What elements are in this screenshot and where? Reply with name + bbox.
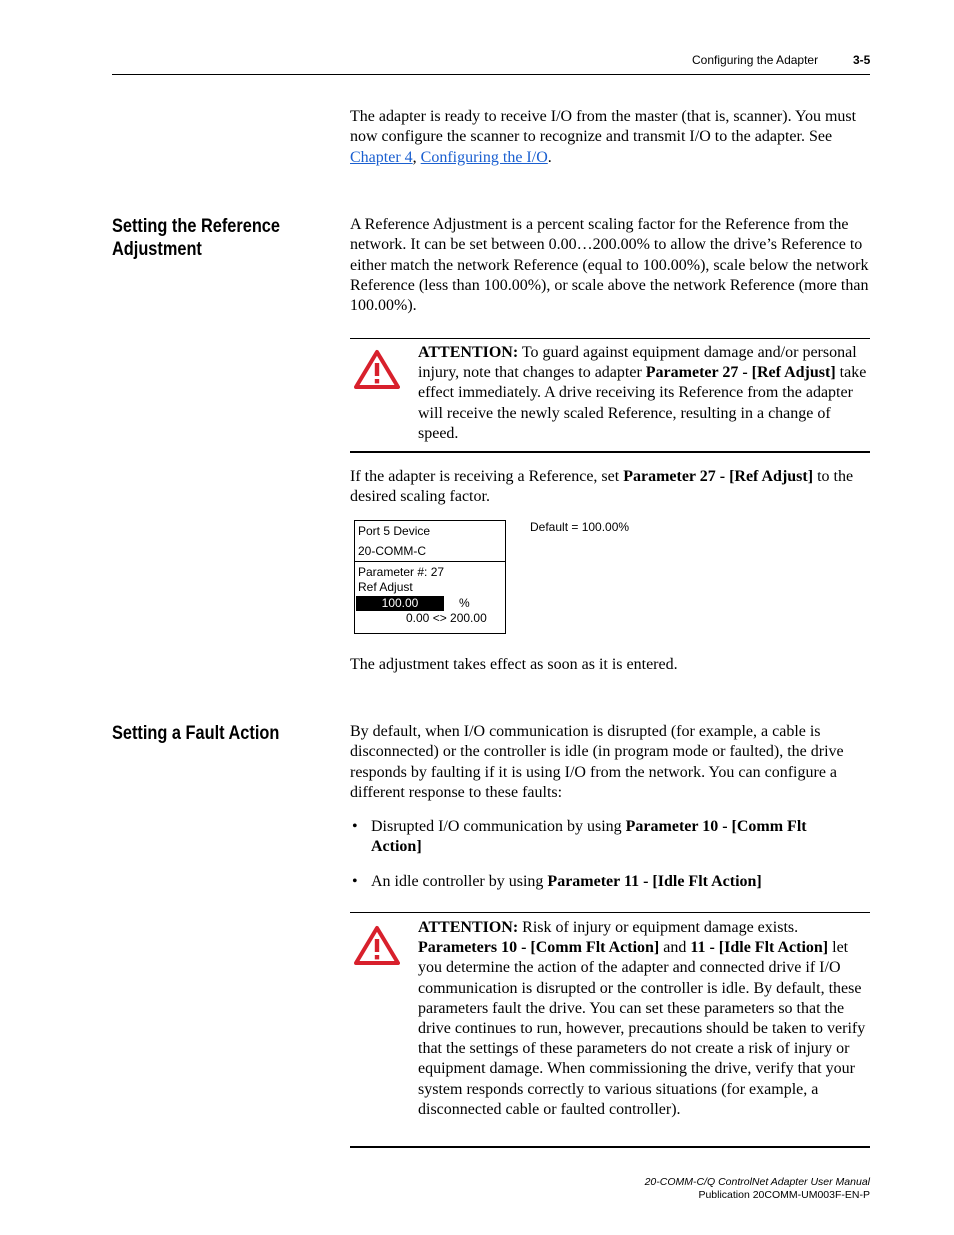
fault-bullet-list	[350, 817, 872, 892]
configuring-io-link[interactable]: Configuring the I/O	[420, 148, 548, 166]
attention-text-part: Risk of injury or equipment damage exists.	[518, 919, 799, 936]
section-heading-reference-adjustment: Setting the Reference Adjustment	[112, 216, 280, 260]
fault-paragraph: By default, when I/O communication is disrupted (for example, a cable is disconnected) or the controller is idle (in program mode or faulted), the drive responds by faulting if it is using I/O from the network. You can configure a different response to these faults:	[350, 723, 844, 801]
intro-paragraph	[350, 107, 872, 168]
lcd-device-line: 20-COMM-C	[358, 544, 426, 558]
lcd-parameter-name: Ref Adjust	[358, 580, 413, 594]
attention-label: ATTENTION:	[418, 344, 519, 361]
lcd-unit: %	[459, 596, 470, 610]
lcd-value-field[interactable]: 100.00	[356, 596, 444, 611]
chapter-4-link[interactable]: Chapter 4	[350, 148, 413, 166]
intro-text: The adapter is ready to receive I/O from the master (that is, scanner). You must now configure the scanner to recognize and transmit I/O to the adapter. See	[350, 108, 857, 146]
attention-text-part: let you determine the action of the adapter and connected drive if I/O communication is disrupted or the controller is idle. By default, these parameters fault the drive. You can set these parameters so that the drive continues to run, however, precautions should be taken to verify that the settings of these parameters do not create a risk of injury or equipment damage. When commissioning the drive, verify that your system responds correctly to various situations (for example, a disconnected cable or faulted controller).	[418, 939, 866, 1118]
bullet-param: Parameter 11 - [Idle Flt Action]	[547, 872, 762, 890]
lcd-range: 0.00 <> 200.00	[406, 611, 487, 625]
lcd-divider	[355, 561, 505, 562]
attention-text-part: take effect immediately. A drive receiving its Reference from the adapter will receive the newly scaled Reference, resulting in a change of speed.	[418, 364, 867, 442]
default-value-note: Default = 100.00%	[530, 520, 630, 534]
set-text: to the desired scaling factor.	[350, 468, 854, 506]
bullet-param: Parameter 10 - [Comm Flt Action]	[371, 818, 807, 856]
list-item	[350, 817, 841, 858]
set-text: If the adapter is receiving a Reference, set	[350, 468, 624, 485]
set-param: Parameter 27 - [Ref Adjust]	[623, 468, 814, 485]
attention-param-comm: Parameters 10 - [Comm Flt Action]	[418, 939, 660, 957]
attention-text-reference	[418, 343, 870, 444]
attention-text-part: To guard against equipment damage and/or personal injury, note that changes to adapter	[418, 344, 857, 382]
footer-manual-title	[645, 1176, 870, 1188]
hmi-lcd-screen	[354, 520, 506, 634]
attention-text-part: and	[659, 939, 691, 957]
section-heading-fault-action: Setting a Fault Action	[112, 723, 280, 744]
attention-param-ref: Parameter 27 - [Ref Adjust]	[645, 364, 836, 382]
lcd-parameter-number: Parameter #: 27	[358, 565, 445, 579]
warning-triangle-icon	[354, 349, 400, 389]
warning-triangle-icon	[354, 925, 400, 965]
attention-label: ATTENTION:	[418, 919, 519, 936]
page-number: 3-5	[853, 53, 871, 67]
footer-publication: Publication 20COMM-UM003F-EN-P	[698, 1189, 870, 1201]
list-item	[350, 872, 872, 892]
running-header-title: Configuring the Adapter	[692, 53, 819, 67]
intro-separator: ,	[412, 148, 421, 166]
adjustment-effect-paragraph: The adjustment takes effect as soon as it is entered.	[350, 656, 678, 673]
attention-param-idle: 11 - [Idle Flt Action]	[690, 939, 829, 957]
set-reference-paragraph	[350, 467, 872, 508]
intro-period: .	[547, 148, 552, 166]
lcd-port-line: Port 5 Device	[358, 524, 431, 538]
bullet-text: An idle controller by using	[371, 872, 548, 890]
header-rule	[112, 74, 870, 75]
attention-text-fault	[418, 918, 870, 1120]
reference-paragraph: A Reference Adjustment is a percent scaling factor for the Reference from the network. It can be set between 0.00…200.00% to allow the drive’s Reference to either match the network Reference (equal to 100.00%), scale below the network Reference (less than 100.00%), or scale above the network Reference (more than 100.00%).	[350, 216, 869, 315]
footer-manual-text: 20-COMM-C/Q ControlNet Adapter User Manual	[644, 1176, 870, 1188]
bullet-text: Disrupted I/O communication by using	[371, 818, 626, 835]
